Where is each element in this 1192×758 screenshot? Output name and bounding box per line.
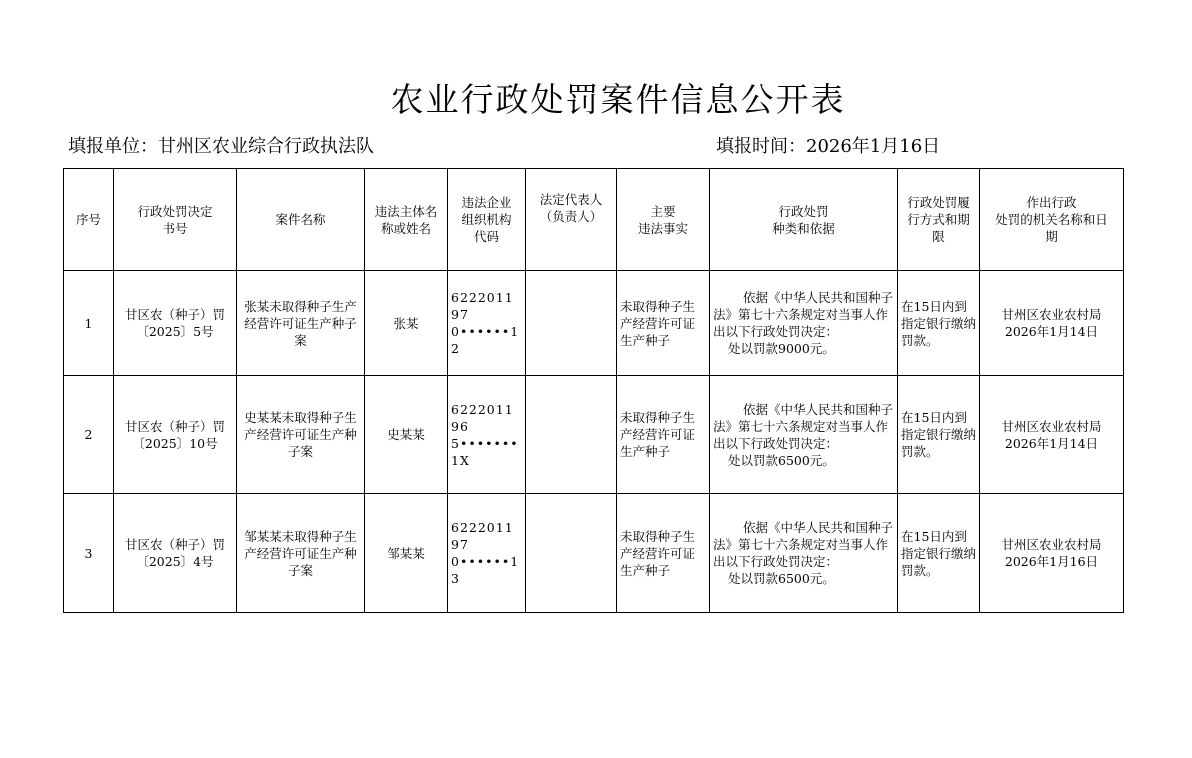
cell-case-name: 邹某某未取得种子生产经营许可证生产种子案: [237, 494, 365, 613]
penalty-fine: 处以罚款9000元。: [728, 341, 835, 356]
cell-decision-no: 甘区农（种子）罚〔2025〕5号: [114, 271, 237, 376]
cell-seq: 1: [64, 271, 114, 376]
authority-date: 2026年1月16日: [1004, 554, 1099, 569]
cell-legal-rep: [526, 376, 617, 494]
cell-penalty: [710, 376, 898, 494]
authority-date: 2026年1月14日: [1004, 435, 1099, 451]
header-penalty: 行政处罚 种类和依据: [710, 169, 898, 271]
authority-name: 甘州区农业农村局: [1001, 307, 1102, 322]
cell-authority: [980, 271, 1124, 376]
header-subject: 违法主体名 称或姓名: [365, 169, 448, 271]
table-header-row: [64, 169, 1124, 271]
penalty-table: [63, 168, 1124, 613]
cell-legal-rep: [526, 494, 617, 613]
fill-time: 填报时间：2026年1月16日: [716, 136, 941, 157]
header-org-code: 违法企业 组织机构 代码: [448, 169, 526, 271]
cell-seq: 2: [64, 376, 114, 494]
cell-authority: [980, 376, 1124, 494]
header-facts: 主要 违法事实: [617, 169, 710, 271]
header-seq: 序号: [64, 169, 114, 271]
fill-unit: 填报单位：甘州区农业综合行政执法队: [68, 136, 374, 157]
cell-penalty: [710, 271, 898, 376]
cell-facts: 未取得种子生产经营许可证生产种子: [617, 271, 710, 376]
header-performance: 行政处罚履 行方式和期 限: [898, 169, 980, 271]
cell-penalty: [710, 494, 898, 613]
cell-org-code: 622201197 0••••••13: [448, 494, 526, 613]
cell-performance: 在15日内到指定银行缴纳罚款。: [898, 376, 980, 494]
header-legal-rep: 法定代表人 （负责人）: [526, 169, 617, 271]
cell-performance: 在15日内到指定银行缴纳罚款。: [898, 271, 980, 376]
header-decision-no: 行政处罚决定 书号: [114, 169, 237, 271]
cell-case-name: 史某某未取得种子生产经营许可证生产种子案: [237, 376, 365, 494]
cell-subject: 史某某: [365, 376, 448, 494]
authority-name: 甘州区农业农村局: [1001, 418, 1102, 434]
cell-facts: 未取得种子生产经营许可证生产种子: [617, 494, 710, 613]
table-row: [64, 494, 1124, 613]
penalty-basis: 依据《中华人民共和国种子法》第七十六条规定对当事人作出以下行政处罚决定：: [713, 290, 894, 339]
authority-date: 2026年1月14日: [1004, 324, 1099, 339]
cell-decision-no: 甘区农（种子）罚〔2025〕4号: [114, 494, 237, 613]
penalty-fine: 处以罚款6500元。: [728, 571, 835, 586]
penalty-basis: 依据《中华人民共和国种子法》第七十六条规定对当事人作出以下行政处罚决定：: [713, 401, 894, 451]
table-row: [64, 376, 1124, 494]
cell-decision-no: 甘区农（种子）罚〔2025〕10号: [114, 376, 237, 494]
document-title: 农业行政处罚案件信息公开表: [390, 80, 846, 119]
cell-case-name: 张某未取得种子生产经营许可证生产种子案: [237, 271, 365, 376]
cell-subject: 邹某某: [365, 494, 448, 613]
cell-authority: [980, 494, 1124, 613]
cell-facts: 未取得种子生产经营许可证生产种子: [617, 376, 710, 494]
cell-legal-rep: [526, 271, 617, 376]
cell-performance: 在15日内到指定银行缴纳罚款。: [898, 494, 980, 613]
cell-org-code: 622201197 0••••••12: [448, 271, 526, 376]
cell-subject: 张某: [365, 271, 448, 376]
table-row: [64, 271, 1124, 376]
header-case-name: 案件名称: [237, 169, 365, 271]
header-authority: 作出行政 处罚的机关名称和日 期: [980, 169, 1124, 271]
penalty-fine: 处以罚款6500元。: [728, 452, 835, 468]
cell-org-code: 622201196 5•••••••1X: [448, 376, 526, 494]
penalty-basis: 依据《中华人民共和国种子法》第七十六条规定对当事人作出以下行政处罚决定：: [713, 520, 894, 569]
cell-seq: 3: [64, 494, 114, 613]
authority-name: 甘州区农业农村局: [1001, 537, 1102, 552]
